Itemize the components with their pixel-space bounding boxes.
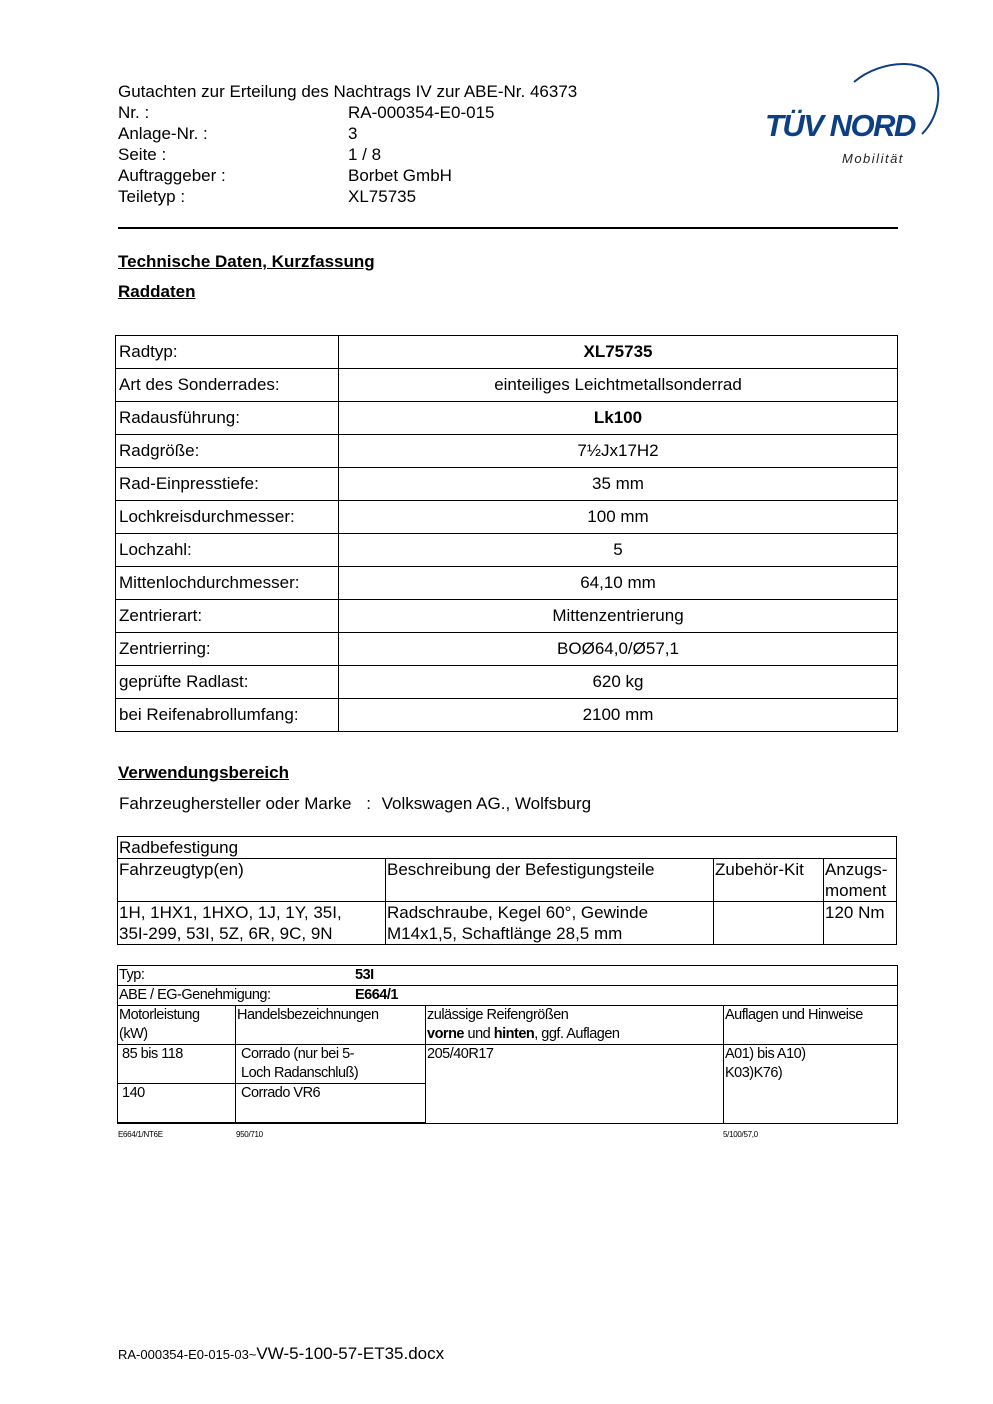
header-key: Teiletyp : [118,187,186,206]
beschreibung-cell [386,902,714,945]
document-header [118,81,577,207]
logo-sub-text: Mobilität [842,151,904,166]
typ-value: 53I [355,967,374,983]
typ-label: Typ: [119,967,145,983]
footer-filename: VW-5-100-57-ET35.docx [256,1344,445,1363]
raddaten-label: Radgröße: [116,435,339,468]
raddaten-label: Lochzahl: [116,534,339,567]
column-header-anzugsmoment [824,859,897,902]
header-value: 3 [348,124,358,143]
raddaten-label: Radtyp: [116,336,339,369]
tuev-nord-logo [762,58,942,170]
table-row [116,501,898,534]
header-row-teiletyp [118,186,577,207]
header-title: Gutachten zur Erteilung des Nachtrags IV zur ABE-Nr. 46373 [118,82,578,101]
header-value: Borbet GmbH [348,166,452,185]
section-title-raddaten: Raddaten [118,282,196,301]
cell-line: K03)K76) [725,1065,783,1081]
column-header: Beschreibung der Befestigungsteile [386,859,714,902]
logo-brand-text: TÜV NORD [765,108,915,143]
raddaten-label: Zentrierart: [116,600,339,633]
raddaten-value: 35 mm [339,468,898,501]
cell-line: 35I-299, 53I, 5Z, 6R, 9C, 9N [119,924,333,943]
table-row [116,567,898,600]
raddaten-value: einteiliges Leichtmetallsonderrad [339,369,898,402]
raddaten-value: 2100 mm [339,699,898,732]
table-row [116,435,898,468]
fahrzeugtypen-cell [118,902,386,945]
raddaten-value: XL75735 [339,336,898,369]
header-line: zulässige Reifengrößen [427,1007,569,1023]
typ-footnote-bolt: 5/100/57,0 [723,1130,758,1139]
raddaten-label: Radausführung: [116,402,339,435]
footer-prefix: RA-000354-E0-015-03~ [118,1347,257,1362]
raddaten-value: Mittenzentrierung [339,600,898,633]
raddaten-label: Mittenlochdurchmesser: [116,567,339,600]
raddaten-label: bei Reifenabrollumfang: [116,699,339,732]
reifen-cell: 205/40R17 [426,1045,724,1124]
anzugsmoment-cell: 120 Nm [824,902,897,945]
verwendung-label: Fahrzeughersteller oder Marke [119,794,352,813]
table-row [118,986,898,1006]
header-value: XL75735 [348,187,417,206]
header-value: 1 / 8 [348,145,382,164]
motor-cell: 85 bis 118 [118,1045,236,1084]
raddaten-label: geprüfte Radlast: [116,666,339,699]
cell-line: Corrado (nur bei 5- [241,1046,354,1062]
column-header: Zubehör-Kit [714,859,824,902]
und-text: und [464,1026,494,1042]
handel-header: Handelsbezeichnungen [236,1006,426,1045]
table-row [116,468,898,501]
handel-cell: Corrado VR6 [236,1084,426,1124]
header-key: Seite : [118,145,167,164]
raddaten-label: Rad-Einpresstiefe: [116,468,339,501]
header-row-auftraggeber [118,165,577,186]
raddaten-label: Zentrierring: [116,633,339,666]
reifen-header [426,1006,724,1045]
typ-footnote-code: E664/1/NT6E [118,1130,163,1139]
cell-line: A01) bis A10) [725,1046,806,1062]
radbefestigung-table [117,836,897,945]
abe-label: ABE / EG-Genehmigung: [119,987,271,1003]
motor-header [118,1006,236,1045]
table-row [116,699,898,732]
raddaten-label: Art des Sonderrades: [116,369,339,402]
hinten-text: hinten [493,1026,535,1042]
table-row [118,966,898,986]
raddaten-table [115,335,898,732]
header-key: Auftraggeber : [118,166,226,185]
header-line: moment [825,881,887,900]
table-row [116,336,898,369]
handel-cell [236,1045,426,1084]
auflagen-suffix: , ggf. Auflagen [534,1026,620,1042]
column-header: Fahrzeugtyp(en) [118,859,386,902]
header-row-seite [118,144,577,165]
table-row [116,402,898,435]
table-row [116,666,898,699]
header-line: (kW) [119,1026,148,1042]
abe-row [118,986,898,1006]
cell-line: Radschraube, Kegel 60°, Gewinde [387,903,649,922]
verwendung-value: Volkswagen AG., Wolfsburg [381,794,592,813]
raddaten-value: Lk100 [339,402,898,435]
radbefestigung-title: Radbefestigung [118,837,897,859]
abe-value: E664/1 [355,987,398,1003]
table-row [116,600,898,633]
table-row [116,534,898,567]
auflagen-header: Auflagen und Hinweise [724,1006,898,1045]
typ-table [117,965,898,1124]
table-row [118,1006,898,1045]
cell-line: M14x1,5, Schaftlänge 28,5 mm [387,924,623,943]
header-key: Anlage-Nr. : [118,124,208,143]
section-title-tech: Technische Daten, Kurzfassung [118,252,375,271]
table-row [118,837,897,859]
header-row-nr [118,102,577,123]
cell-line: Loch Radanschluß) [241,1065,359,1081]
auflagen-cell [724,1045,898,1124]
table-row [118,1045,898,1084]
section-title-verwendung: Verwendungsbereich [118,763,289,782]
typ-row [118,966,898,986]
header-key: Nr. : [118,103,150,122]
header-line [427,1025,722,1044]
table-row [116,369,898,402]
raddaten-value: 620 kg [339,666,898,699]
table-row [116,633,898,666]
raddaten-value: 7½Jx17H2 [339,435,898,468]
zubehoer-kit-cell [714,902,824,945]
typ-footnote-weight: 950/710 [236,1130,263,1139]
table-row [118,859,897,902]
vorne-text: vorne [427,1026,464,1042]
cell-line: 1H, 1HX1, 1HXO, 1J, 1Y, 35I, [119,903,342,922]
raddaten-value: 5 [339,534,898,567]
verwendung-line [119,794,591,814]
verwendung-separator: : [366,794,371,813]
header-line: Anzugs- [825,860,888,879]
header-value: RA-000354-E0-015 [348,103,495,122]
table-row [118,902,897,945]
header-divider [118,227,898,229]
page-footer-filename [118,1344,444,1364]
header-row-anlage [118,123,577,144]
motor-cell: 140 [118,1084,236,1124]
raddaten-value: 100 mm [339,501,898,534]
raddaten-value: BOØ64,0/Ø57,1 [339,633,898,666]
raddaten-value: 64,10 mm [339,567,898,600]
raddaten-label: Lochkreisdurchmesser: [116,501,339,534]
header-line: Motorleistung [119,1007,200,1023]
